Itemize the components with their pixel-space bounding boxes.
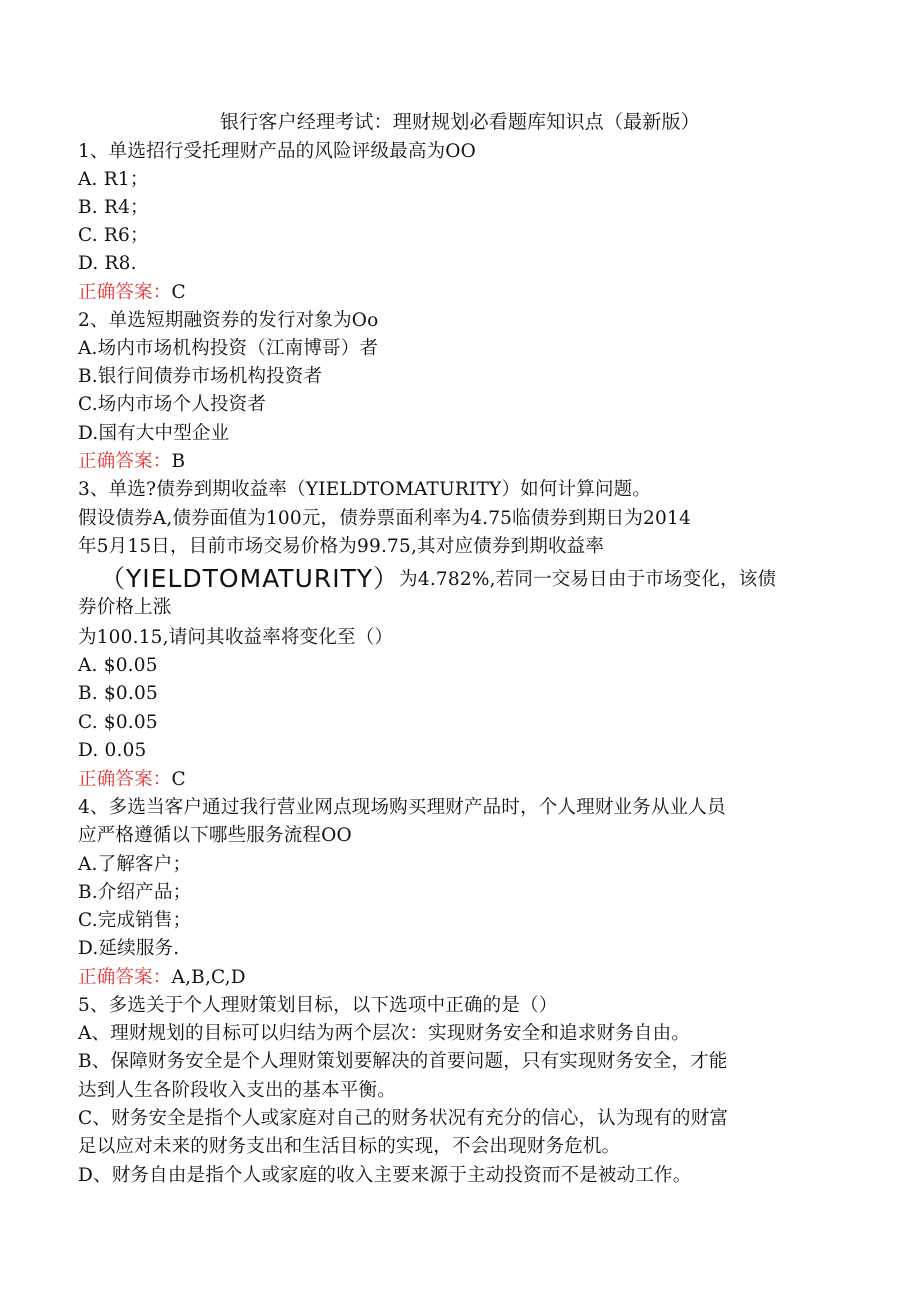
question-2-option-a: A.场内市场机构投资（江南博哥）者 <box>78 338 379 359</box>
question-1-option-d: D. R8. <box>78 253 137 274</box>
question-1-answer <box>78 279 838 307</box>
question-5-option-a: A、理财规划的目标可以归结为两个层次：实现财务安全和追求财务自由。 <box>78 1023 690 1044</box>
question-4-option-a: A.了解客户； <box>78 854 192 875</box>
question-2-option-c: C.场内市场个人投资者 <box>78 394 267 415</box>
question-3-option-c: C. $0.05 <box>78 712 158 733</box>
question-4-stem-line-1: 4、多选当客户通过我行营业网点现场购买理财产品时，个人理财业务从业人员 <box>78 797 726 818</box>
answer-value: A,B,C,D <box>171 967 246 988</box>
question-1-stem: 1、单选招行受托理财产品的风险评级最高为OO <box>78 141 477 162</box>
question-5-stem: 5、多选关于个人理财策划目标，以下选项中正确的是（） <box>78 995 558 1016</box>
question-5-option-d: D、财务自由是指个人或家庭的收入主要来源于主动投资而不是被动工作。 <box>78 1165 692 1186</box>
question-2-option-b: B.银行间债券市场机构投资者 <box>78 366 323 387</box>
question-3-answer <box>78 766 838 794</box>
question-1-option-c: C. R6； <box>78 225 149 246</box>
question-3-body-line-5: 为100.15,请问其收益率将变化至（） <box>78 627 394 648</box>
answer-value: C <box>171 769 186 790</box>
answer-value: C <box>171 282 186 303</box>
question-3-option-a: A. $0.05 <box>78 655 158 676</box>
question-3-body-line-3-rest: 为4.782%,若同一交易日由于市场变化，该债 <box>399 569 777 590</box>
answer-label: 正确答案： <box>78 769 172 790</box>
question-3-stem: 3、单选?债券到期收益率（YIELDTOMATURITY）如何计算问题。 <box>78 479 652 500</box>
question-3-body-line-4: 券价格上涨 <box>78 597 172 618</box>
question-3-option-b: B. $0.05 <box>78 683 158 704</box>
question-5-option-b-line-2: 达到人生各阶段收入支出的基本平衡。 <box>78 1080 396 1101</box>
answer-label: 正确答案： <box>78 967 172 988</box>
question-3-body-line-3 <box>100 565 860 594</box>
question-2-stem: 2、单选短期融资券的发行对象为Oo <box>78 310 379 331</box>
question-4-option-c: C.完成销售； <box>78 910 192 931</box>
question-2-option-d: D.国有大中型企业 <box>78 423 230 444</box>
question-2-answer <box>78 448 838 476</box>
answer-value: B <box>171 451 186 472</box>
question-5-option-c-line-1: C、财务安全是指个人或家庭对自己的财务状况有充分的信心，认为现有的财富 <box>78 1108 729 1129</box>
question-5-option-b-line-1: B、保障财务安全是个人理财策划要解决的首要问题，只有实现财务安全，才能 <box>78 1051 728 1072</box>
document-title: 银行客户经理考试：理财规划必看题库知识点（最新版） <box>219 111 700 133</box>
answer-label: 正确答案： <box>78 451 172 472</box>
question-4-option-b: B.介绍产品； <box>78 882 192 903</box>
question-5-option-c-line-2: 足以应对未来的财务支出和生活目标的实现，不会出现财务危机。 <box>78 1136 621 1157</box>
question-3-body-line-1: 假设债券A,债券面值为100元，债券票面利率为4.75临债券到期日为2014 <box>78 508 691 529</box>
yield-term-large: （YIELDTOMATURITY） <box>100 564 400 593</box>
answer-label: 正确答案： <box>78 282 172 303</box>
question-3-option-d: D. 0.05 <box>78 740 147 761</box>
question-3-body-line-2: 年5月15日，目前市场交易价格为99.75,其对应债券到期收益率 <box>78 536 605 557</box>
question-4-option-d: D.延续服务. <box>78 938 180 959</box>
question-4-answer <box>78 964 838 992</box>
question-1-option-b: B. R4； <box>78 197 149 218</box>
question-4-stem-line-2: 应严格遵循以下哪些服务流程OO <box>78 825 352 846</box>
question-1-option-a: A. R1； <box>78 169 149 190</box>
